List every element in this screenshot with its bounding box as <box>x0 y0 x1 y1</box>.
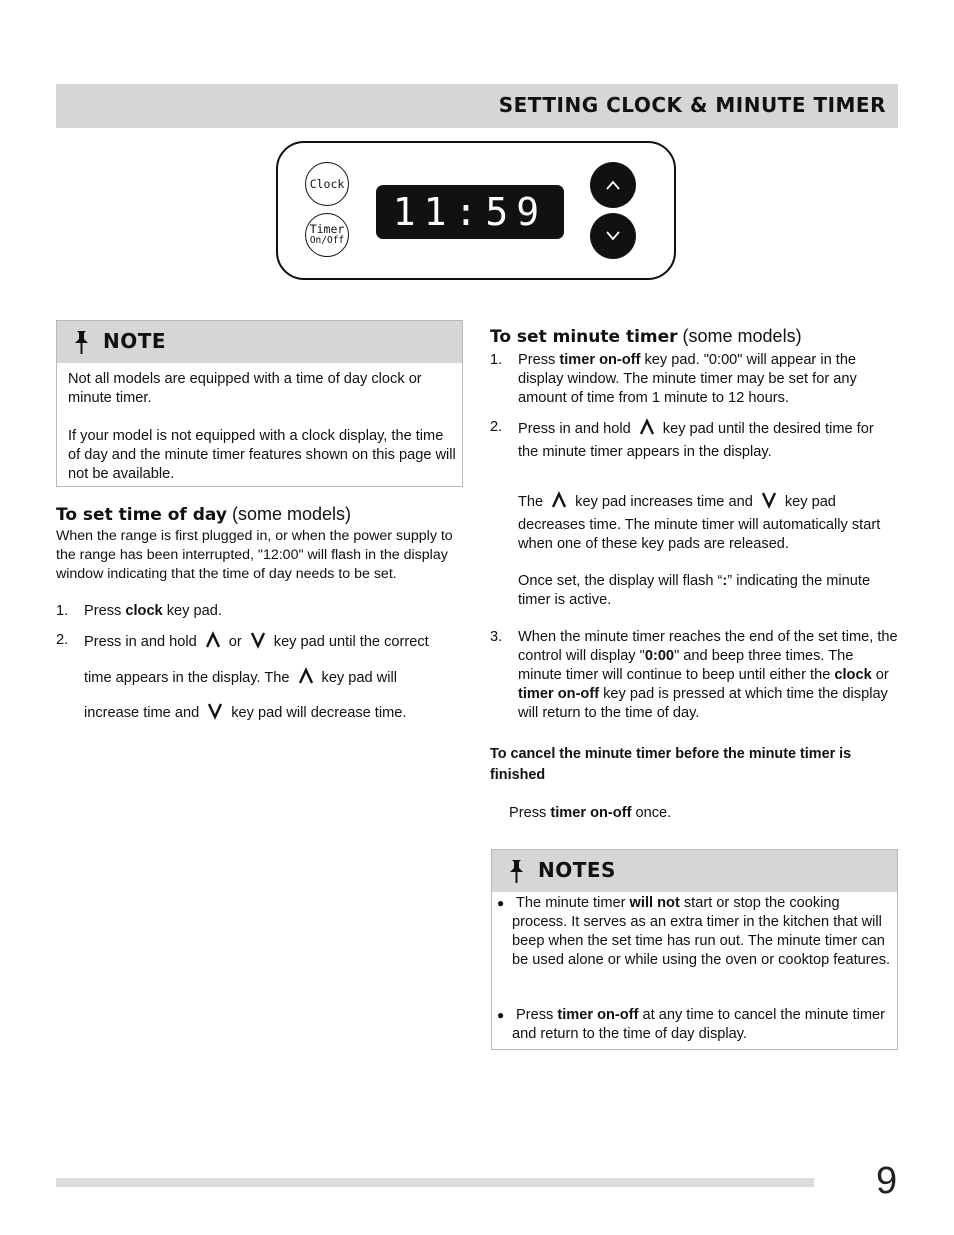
step-2-line-1 <box>518 418 874 439</box>
notes-bullet-1-text <box>512 894 892 970</box>
up-arrow-button[interactable] <box>590 162 636 208</box>
step-text-pre: Press <box>84 603 126 619</box>
cancel-heading: To cancel the minute timer before the minute timer is finished <box>490 746 852 783</box>
down-key-icon <box>207 702 223 720</box>
note-paragraph-1: Not all models are equipped with a time of day clock or minute timer. <box>68 371 422 406</box>
pushpin-icon <box>71 329 93 355</box>
notes-bullet-1 <box>497 894 892 970</box>
notes-box <box>491 849 898 1050</box>
timer-on-off-key-label: timer on-off <box>559 352 641 368</box>
up-key-icon <box>205 631 221 649</box>
step-number: 3. <box>490 629 503 645</box>
step-text: key pad will <box>321 670 397 686</box>
note-paragraph-2: If your model is not equipped with a clock display, the time of day and the minute timer features shown on this page will not be available. <box>68 428 456 482</box>
step-2-line-1 <box>84 631 429 652</box>
step-text-post: key pad. <box>162 603 222 619</box>
minute-timer-step-1 <box>490 351 898 408</box>
cancel-instruction <box>509 804 671 823</box>
pushpin-icon <box>506 858 528 884</box>
note-text: The minute timer <box>516 895 630 911</box>
step-text: increase time and <box>84 705 200 721</box>
time-of-day-heading-rest: (some models) <box>226 504 351 524</box>
footer-bar <box>56 1178 814 1187</box>
display-digits: 11:59 <box>392 190 548 234</box>
down-key-icon <box>761 491 777 509</box>
page-title: SETTING CLOCK & MINUTE TIMER <box>498 93 886 117</box>
step-1-text <box>518 351 896 408</box>
timer-on-off-button[interactable] <box>305 213 349 257</box>
step-text: Press <box>509 805 551 821</box>
header-bar <box>56 84 898 128</box>
clock-button[interactable] <box>305 162 349 206</box>
note-emphasis: will not <box>629 895 680 911</box>
step-2-line-3 <box>84 702 406 723</box>
time-of-day-heading <box>56 504 351 525</box>
bullet: ● <box>497 1008 505 1022</box>
step-text: Press in and hold <box>84 634 197 650</box>
note-header <box>57 321 462 363</box>
clock-key-label: clock <box>125 603 163 619</box>
step-number: 1. <box>490 352 503 368</box>
step-text: Once set, the display will flash “ <box>518 573 723 589</box>
note-text: at any time to cancel the minute timer and return to the time of day display. <box>512 1007 886 1042</box>
up-key-icon <box>639 418 655 436</box>
down-arrow-button[interactable] <box>590 213 636 259</box>
step-text: key pad will decrease time. <box>231 705 407 721</box>
note-text: Press <box>516 1007 558 1023</box>
notes-header <box>492 850 897 892</box>
minute-timer-step-3 <box>490 628 900 723</box>
step-text: key pad until the desired time for <box>662 421 874 437</box>
display-value: 0:00 <box>644 648 675 664</box>
once-set-paragraph <box>518 572 898 610</box>
timer-on-off-key-label: timer on-off <box>518 686 600 702</box>
step-1-text <box>84 602 222 621</box>
clock-button-label: Clock <box>309 176 345 191</box>
step-number: 1. <box>56 603 69 619</box>
timer-on-off-key-label: timer on-off <box>557 1007 639 1023</box>
step-text: key pad <box>784 494 836 510</box>
timer-on-off-key-label: timer on-off <box>550 805 632 821</box>
step-text: time appears in the display. The <box>84 670 290 686</box>
clock-display <box>376 185 564 239</box>
step-2-line-2 <box>84 667 397 688</box>
colon-symbol: : <box>722 573 728 589</box>
key-pad-explanation-rest: decreases time. The minute timer will automatically start when one of these key pads are released. <box>518 517 881 552</box>
step-text: or <box>871 667 889 683</box>
step-text: When the minute timer reaches the end of the set time, the control will display " <box>518 629 898 664</box>
step-text-post: key pad. "0:00" will appear in the display window. The minute timer may be set for any amount of time from 1 minute to 12 hours. <box>518 352 857 406</box>
step-text: key pad is pressed at which time the display will return to the time of day. <box>518 686 888 721</box>
timer-button-label: Timer <box>309 222 345 236</box>
control-panel-illustration <box>276 141 676 280</box>
page-number: 9 <box>876 1160 898 1202</box>
time-of-day-heading-bold: To set time of day <box>56 505 227 525</box>
key-pad-explanation-line <box>518 491 898 512</box>
note-text: start or stop the cooking process. It serves as an extra timer in the kitchen that will beep when the set time has run out. The minute timer can be used alone or while using the oven or cooktop features. <box>512 895 891 968</box>
down-key-icon <box>250 631 266 649</box>
timer-button-sublabel: On/Off <box>309 235 345 246</box>
step-text: key pad increases time and <box>575 494 753 510</box>
step-number: 2. <box>56 632 69 648</box>
minute-timer-heading <box>490 326 802 347</box>
step-text: or <box>228 634 242 650</box>
bullet: ● <box>497 896 505 910</box>
chevron-up-icon <box>605 179 621 191</box>
chevron-down-icon <box>605 230 621 242</box>
notes-bullet-2 <box>497 1006 892 1044</box>
clock-key-label: clock <box>834 667 872 683</box>
step-2-line-2: the minute timer appears in the display. <box>518 444 772 460</box>
minute-timer-heading-rest: (some models) <box>677 326 802 346</box>
step-text-pre: Press <box>518 352 560 368</box>
step-text: key pad until the correct <box>273 634 429 650</box>
note-title: NOTE <box>103 329 167 353</box>
step-text: The <box>518 494 544 510</box>
step-text: " and beep three times. The minute timer will continue to beep until either the <box>518 648 854 683</box>
step-number: 2. <box>490 419 503 435</box>
notes-title: NOTES <box>538 858 616 882</box>
step-3-text <box>518 628 898 723</box>
up-key-icon <box>551 491 567 509</box>
up-key-icon <box>298 667 314 685</box>
step-text: Press in and hold <box>518 421 631 437</box>
note-box <box>56 320 463 487</box>
time-of-day-intro: When the range is first plugged in, or when the power supply to the range has been interrupted, "12:00" will flash in the display window indicating that the time of day needs to be set. <box>56 528 453 582</box>
time-of-day-step-1 <box>56 602 464 621</box>
time-of-day-step-2 <box>56 631 464 731</box>
minute-timer-heading-bold: To set minute timer <box>490 327 678 347</box>
step-text: ” indicating the minute timer is active. <box>518 573 871 608</box>
step-text: once. <box>631 805 672 821</box>
notes-bullet-2-text <box>512 1006 892 1044</box>
